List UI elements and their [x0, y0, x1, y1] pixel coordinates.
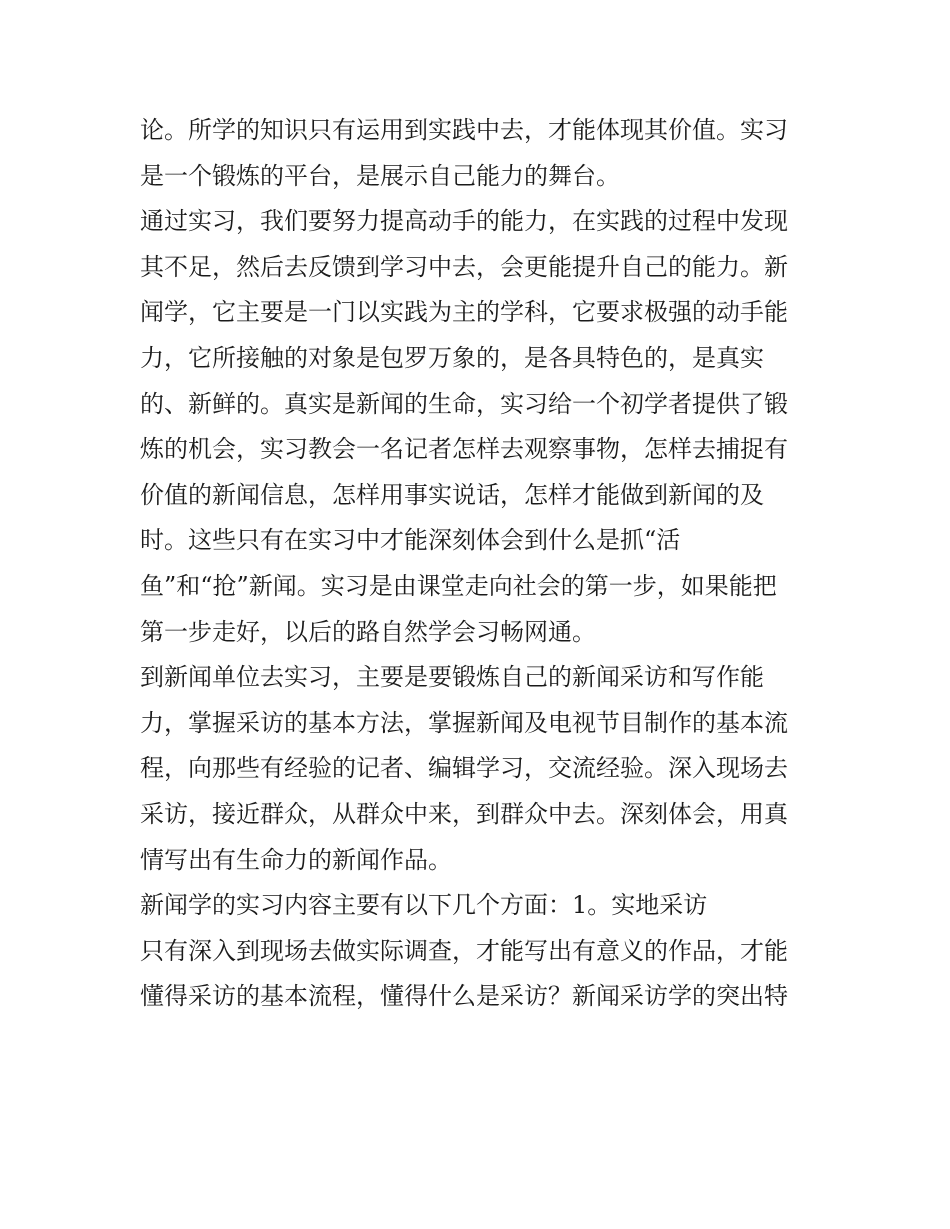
text-line: 第一步走好，以后的路自然学会习畅网通。	[140, 617, 596, 646]
text-line: 炼的机会，实习教会一名记者怎样去观察事物，怎样去捕捉有	[140, 435, 788, 464]
text-line: 价值的新闻信息，怎样用事实说话，怎样才能做到新闻的及	[140, 480, 764, 509]
text-line: 鱼”和“抢”新闻。实习是由课堂走向社会的第一步，如果能把	[140, 571, 777, 600]
text-line: 力，它所接触的对象是包罗万象的，是各具特色的，是真实	[140, 343, 764, 372]
text-line: 通过实习，我们要努力提高动手的能力，在实践的过程中发现	[140, 207, 788, 236]
text-line: 只有深入到现场去做实际调查，才能写出有意义的作品，才能	[140, 936, 788, 965]
text-line: 其不足，然后去反馈到学习中去，会更能提升自己的能力。新	[140, 252, 788, 281]
text-line: 的、新鲜的。真实是新闻的生命，实习给一个初学者提供了锻	[140, 389, 788, 418]
text-line: 采访，接近群众，从群众中来，到群众中去。深刻体会，用真	[140, 799, 788, 828]
text-line: 程，向那些有经验的记者、编辑学习，交流经验。深入现场去	[140, 754, 788, 783]
text-line: 情写出有生命力的新闻作品。	[140, 845, 452, 874]
text-line: 力，掌握采访的基本方法，掌握新闻及电视节目制作的基本流	[140, 708, 788, 737]
text-line: 论。所学的知识只有运用到实践中去，才能体现其价值。实习	[140, 116, 788, 144]
text-line: 到新闻单位去实习，主要是要锻炼自己的新闻采访和写作能	[140, 663, 764, 692]
body-text	[140, 108, 830, 1020]
text-line: 新闻学的实习内容主要有以下几个方面：1。实地采访	[140, 891, 708, 920]
text-line: 闻学，它主要是一门以实践为主的学科，它要求极强的动手能	[140, 298, 788, 327]
text-line: 是一个锻炼的平台，是展示自己能力的舞台。	[140, 161, 620, 190]
text-line: 时。这些只有在实习中才能深刻体会到什么是抓“活	[140, 526, 681, 555]
text-line: 懂得采访的基本流程，懂得什么是采访？新闻采访学的突出特	[140, 982, 788, 1011]
